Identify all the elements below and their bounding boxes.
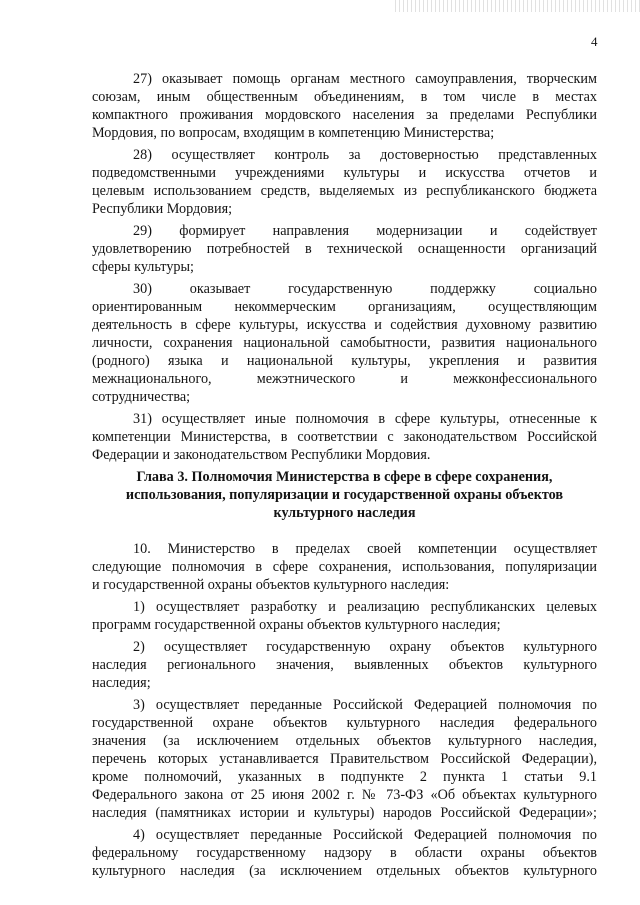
text-line: наследия; bbox=[92, 675, 151, 691]
text-line: 31) осуществляет иные полномочия в сфере культуры, отнесенные к bbox=[133, 411, 597, 427]
text-line: следующие полномочия в сфере сохранения, использования, популяризации bbox=[92, 559, 597, 575]
text-line: 3) осуществляет переданные Российской Федерацией полномочия по bbox=[133, 697, 597, 713]
text-line: и государственной охраны объектов культурного наследия: bbox=[92, 577, 450, 593]
text-line: Республики Мордовия; bbox=[92, 201, 233, 217]
text-line: наследия (памятниках истории и культуры) народов Российской Федерации»; bbox=[92, 805, 597, 821]
text-line: государственной охране объектов культурного наследия федерального bbox=[92, 715, 597, 731]
text-line: Федерации и законодательством Республики Мордовия. bbox=[92, 447, 431, 463]
text-line: личности, сохранения национальной самобытности, развития национального bbox=[92, 335, 597, 351]
text-line: 10. Министерство в пределах своей компетенции осуществляет bbox=[133, 541, 597, 557]
text-line: 1) осуществляет разработку и реализацию республиканских целевых bbox=[133, 599, 597, 615]
text-line: наследия регионального значения, выявленных объектов культурного bbox=[92, 657, 597, 673]
text-line: федеральному государственному надзору в области охраны объектов bbox=[92, 845, 597, 861]
chapter-heading-line: Глава 3. Полномочия Министерства в сфере в сфере сохранения, bbox=[136, 469, 553, 485]
text-line: удовлетворению потребностей в технической оснащенности организаций bbox=[92, 241, 597, 257]
text-line: сотрудничества; bbox=[92, 389, 191, 405]
chapter-heading-line: использования, популяризации и государственной охраны объектов bbox=[125, 487, 564, 503]
text-line: программ государственной охраны объектов культурного наследия; bbox=[92, 617, 501, 633]
text-line: 27) оказывает помощь органам местного самоуправления, творческим bbox=[133, 71, 597, 87]
scan-noise bbox=[395, 0, 640, 12]
text-line: компактного проживания мордовского населения за пределами Республики bbox=[92, 107, 597, 123]
text-line: 4) осуществляет переданные Российской Федерацией полномочия по bbox=[133, 827, 597, 843]
text-line: компетенции Министерства, в соответствии с законодательством Российской bbox=[92, 429, 597, 445]
text-line: перечень которых устанавливается Правительством Российской Федерации), bbox=[92, 751, 597, 767]
text-line: сферы культуры; bbox=[92, 259, 194, 275]
text-line: (родного) языка и национальной культуры, укрепления и развития bbox=[92, 353, 597, 369]
text-line: Федерального закона от 25 июня 2002 г. № 73-ФЗ «Об объектах культурного bbox=[92, 787, 597, 803]
chapter-heading-line: культурного наследия bbox=[273, 505, 416, 521]
text-line: кроме полномочий, указанных в подпункте 2 пункта 1 статьи 9.1 bbox=[92, 769, 597, 785]
text-line: ориентированным некоммерческим организациям, осуществляющим bbox=[92, 299, 597, 315]
text-line: межнационального, межэтнического и межконфессионального bbox=[92, 371, 597, 387]
text-line: значения (за исключением отдельных объектов культурного наследия, bbox=[92, 733, 597, 749]
text-line: 30) оказывает государственную поддержку социально bbox=[133, 281, 597, 297]
text-line: культурного наследия (за исключением отдельных объектов культурного bbox=[92, 863, 597, 879]
page-number: 4 bbox=[591, 34, 598, 49]
text-line: 28) осуществляет контроль за достоверностью представленных bbox=[133, 147, 597, 163]
text-line: подведомственными учреждениями культуры и искусства отчетов и bbox=[92, 165, 597, 181]
text-line: Мордовия, по вопросам, входящим в компетенцию Министерства; bbox=[92, 125, 495, 141]
text-line: 29) формирует направления модернизации и содействует bbox=[133, 223, 597, 239]
text-line: деятельность в сфере культуры, искусства и содействия духовному развитию bbox=[92, 317, 597, 333]
text-line: 2) осуществляет государственную охрану объектов культурного bbox=[133, 639, 597, 655]
text-line: союзам, иным общественным объединениям, в том числе в местах bbox=[92, 89, 597, 105]
text-line: целевым использованием средств, выделяемых из республиканского бюджета bbox=[92, 183, 597, 199]
